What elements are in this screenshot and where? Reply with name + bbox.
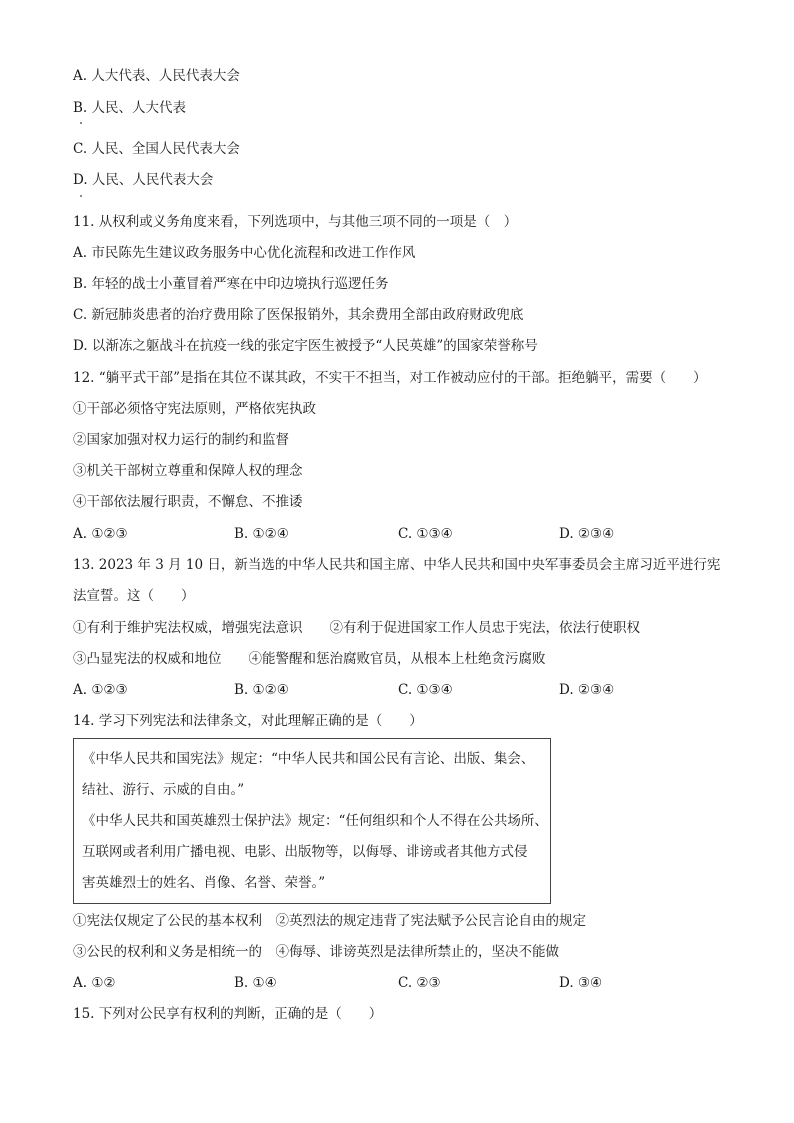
q11-option-d: D. 以渐冻之躯战斗在抗疫一线的张定宇医生被授予“人民英雄”的国家荣誉称号 [73,338,538,354]
q14-box-line-2: 结社、游行、示威的自由。” [82,782,245,798]
q14-box-line-3: 《中华人民共和国英雄烈士保护法》规定：“任何组织和个人不得在公共场所、 [82,813,548,829]
q11-option-a: A. 市民陈先生建议政务服务中心优化流程和改进工作作风 [73,245,416,261]
q10-option-c: C. 人民、全国人民代表大会 [73,141,240,157]
q12-choice-d: D. ②③④ [559,526,615,542]
q14-choice-b: B. ①④ [234,975,277,991]
q12-choice-b: B. ①②④ [234,526,289,542]
q13-items-line-2: ③凸显宪法的权威和地位 ④能警醒和惩治腐败官员，从根本上杜绝贪污腐败 [73,651,546,667]
q14-items-line-1: ①宪法仅规定了公民的基本权利 ②英烈法的规定违背了宪法赋予公民言论自由的规定 [73,913,586,929]
q14-stem: 14. 学习下列宪法和法律条文，对此理解正确的是（ ） [73,713,423,729]
q12-item-4: ④干部依法履行职责，不懈怠、不推诿 [73,494,303,510]
q13-choice-b: B. ①②④ [234,682,289,698]
q14-choice-c: C. ②③ [398,975,441,991]
q12-stem: 12. “躺平式干部”是指在其位不谋其政，不实干不担当，对工作被动应付的干部。拒绝躺平，需要（ ） [73,370,707,386]
q14-items-line-2: ③公民的权利和义务是相统一的 ④侮辱、诽谤英烈是法律所禁止的，坚决不能做 [73,944,559,960]
q13-choice-a: A. ①②③ [73,682,128,698]
q13-items-line-1: ①有利于维护宪法权威，增强宪法意识 ②有利于促进国家工作人员忠于宪法，依法行使职权 [73,620,640,636]
q10-option-d: D. 人民、人民代表大会 [73,172,214,188]
q13-stem-line-2: 法宣誓。这（ ） [73,588,195,604]
q11-option-b: B. 年轻的战士小董冒着严寒在中印边境执行巡逻任务 [73,276,389,292]
q12-choice-a: A. ①②③ [73,526,128,542]
q14-box-line-4: 互联网或者利用广播电视、电影、出版物等，以侮辱、诽谤或者其他方式侵 [82,844,528,860]
q14-box-line-5: 害英雄烈士的姓名、肖像、名誉、荣誉。” [82,875,326,891]
scan-mark [80,195,82,197]
q14-choice-a: A. ①② [73,975,116,991]
q12-item-1: ①干部必须恪守宪法原则，严格依宪执政 [73,401,316,417]
q13-choice-d: D. ②③④ [559,682,615,698]
q13-choice-c: C. ①③④ [398,682,453,698]
q15-stem: 15. 下列对公民享有权利的判断，正确的是（ ） [73,1006,383,1022]
q12-item-2: ②国家加强对权力运行的制约和监督 [73,432,289,448]
q14-box-line-1: 《中华人民共和国宪法》规定：“中华人民共和国公民有言论、出版、集会、 [82,751,535,767]
q14-choice-d: D. ③④ [559,975,603,991]
q10-option-b: B. 人民、人大代表 [73,100,187,116]
scan-mark [80,122,82,124]
q11-option-c: C. 新冠肺炎患者的治疗费用除了医保报销外，其余费用全部由政府财政兜底 [73,307,524,323]
q12-choice-c: C. ①③④ [398,526,453,542]
q14-law-text-box [73,738,551,904]
q10-option-a: A. 人大代表、人民代表大会 [73,68,240,84]
q12-item-3: ③机关干部树立尊重和保障人权的理念 [73,463,303,479]
q11-stem: 11. 从权利或义务角度来看，下列选项中，与其他三项不同的一项是（ ） [73,214,518,230]
q13-stem-line-1: 13. 2023 年 3 月 10 日，新当选的中华人民共和国主席、中华人民共和国中央军事委员会主席习近平进行宪 [73,557,721,573]
